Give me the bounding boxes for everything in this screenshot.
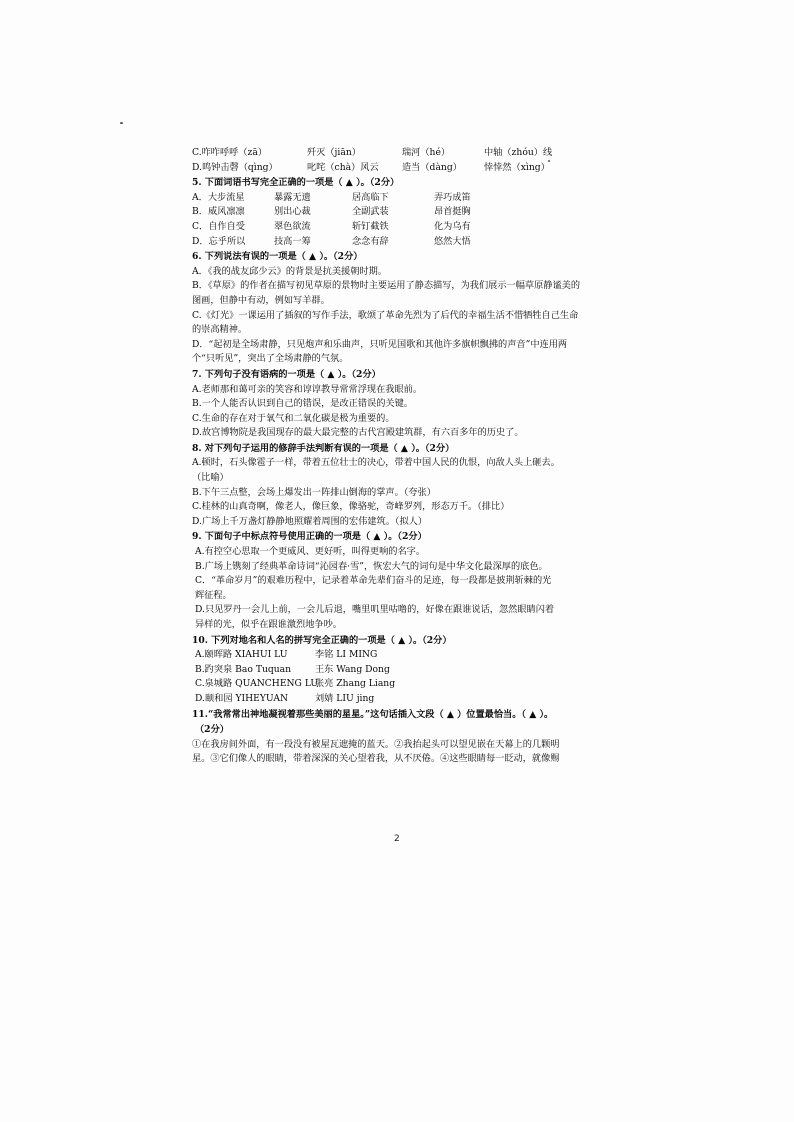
- q5-option-d: [192, 235, 582, 250]
- q6-stem: 6. 下列说法有误的一项是（ ▲ ）。（2分）: [192, 251, 363, 263]
- q7-option-b: B.一个人能否认识到自己的错误，是改正错误的关键。: [192, 398, 413, 410]
- q8-stem: 8. 对下列句子运用的修辞手法判断有误的一项是（ ▲ ）。（2分）: [192, 442, 455, 454]
- q5-d-word-4: 悠然大悟: [434, 235, 471, 247]
- q11-passage-line-1: ①在我房间外面，有一段没有被屋瓦遮掩的蓝天。②我抬起头可以望见嵌在天幕上的几颗明: [192, 738, 560, 750]
- q5-a-word-1: A．大步流星: [192, 191, 245, 203]
- q10-option-b: [192, 663, 582, 678]
- q5-b-word-1: B．威风凛凛: [192, 206, 245, 218]
- q5-d-word-1: D．忘乎所以: [192, 235, 246, 247]
- q4-d-item-1: D.鸣钟击磬（qìng）: [192, 161, 278, 173]
- q5-option-a: [192, 191, 582, 206]
- q9-option-d-cont: 异样的光，似乎在跟谁激烈地争吵。: [195, 619, 342, 630]
- q5-option-b: [192, 205, 582, 220]
- q8-option-a: A.顿时，石头像雹子一样，带着五位壮士的决心，带着中国人民的仇恨，向敌人头上砸去。: [192, 457, 560, 469]
- q10-c-person: 张亮 Zhang Liang: [315, 678, 396, 690]
- q9-stem: 9. 下面句子中标点符号使用正确的一项是（ ▲ ）。（2分）: [192, 531, 427, 543]
- q6-option-a: A．《我的战友邱少云》的背景是抗美援朝时期。: [192, 265, 387, 277]
- page-number: 2: [394, 834, 400, 844]
- q8-option-d: D.广场上千万盏灯静静地照耀着周围的宏伟建筑。（拟人）: [192, 515, 428, 527]
- scan-speck: [548, 160, 550, 162]
- q4-c-item-2: 歼灭（jiān）: [307, 147, 361, 158]
- q10-stem: 10. 下列对地名和人名的拼写完全正确的一项是（ ▲ ）。（2分）: [192, 634, 452, 646]
- q4-c-item-4: 中轴（zhóu）线: [484, 147, 553, 158]
- q5-b-word-4: 昂首挺胸: [434, 206, 471, 218]
- q10-option-a: [192, 648, 582, 663]
- q11-stem: 11.“我常常出神地凝视着那些美丽的星星。”这句话插入文段（ ▲ ）位置最恰当。（ ▲ ）。: [192, 708, 554, 720]
- q4-c-item-1: C.咋咋呼呼（zā）: [192, 147, 268, 158]
- q10-c-place: C.泉城路 QUANCHENG LU: [195, 678, 319, 690]
- q4-option-c: [192, 146, 582, 161]
- q4-option-d: [192, 161, 582, 176]
- q5-b-word-2: 别出心裁: [274, 206, 311, 218]
- q5-d-word-3: 念念有辞: [352, 235, 389, 247]
- scan-speck: [120, 122, 123, 124]
- q9-option-b: B.广场上镌刻了经典革命诗词“沁园春·雪”，恢宏大气的词句是中华文化最深厚的底色。: [195, 560, 548, 572]
- q5-b-word-3: 全副武装: [352, 206, 389, 218]
- q5-c-word-2: 翠色欲流: [274, 220, 311, 232]
- q7-option-a: A.老师那和蔼可亲的笑容和谆谆教导常常浮现在我眼前。: [192, 383, 423, 395]
- q6-option-d: D．“起初是全场肃静，只见炮声和乐曲声，只听见国歌和其他许多旗帜飘拂的声音”中连用两个“只听见”，突出了全场肃静的气氛。: [192, 338, 568, 365]
- q4-d-item-3: 造当（dàng）: [402, 161, 462, 173]
- q10-b-place: B.趵突泉 Bao Tuquan: [195, 663, 292, 675]
- q5-c-word-3: 斩钉截铁: [352, 220, 389, 232]
- q4-d-item-2: 叱咤（chà）风云: [307, 161, 379, 173]
- q8-option-b: B.下午三点整，会场上爆发出一阵排山倒海的掌声。（夸张）: [192, 486, 436, 498]
- q8-option-a-note: （比喻）: [192, 472, 229, 484]
- q5-a-word-4: 弄巧成笛: [434, 191, 471, 203]
- q10-a-person: 李铭 LI MING: [315, 649, 378, 661]
- q7-option-d: D.故宫博物院是我国现存的最大最完整的古代宫殿建筑群，有六百多年的历史了。: [192, 427, 524, 439]
- q11-score: （2分）: [195, 724, 229, 736]
- q6-option-b: B．《草原》的作者在描写初见草原的景物时主要运用了静态描写，为我们展示一幅草原静谧美的图画，但静中有动，例如写羊群。: [192, 280, 581, 306]
- q5-c-word-4: 化为乌有: [434, 220, 471, 232]
- q10-option-d: [192, 692, 582, 707]
- q9-option-c: C．“革命岁月”的艰难历程中，记录着革命先辈们奋斗的足迹，每一段都是披荆斩棘的光: [195, 575, 552, 587]
- q9-option-c-cont: 辉征程。: [195, 589, 232, 601]
- q6-option-c: C.《灯光》一课运用了插叙的写作手法，歌颂了革命先烈为了后代的幸福生活不惜牺牲自己生命的崇高精神。: [192, 309, 579, 336]
- q5-option-c: [192, 220, 582, 235]
- q11-passage-line-2: 星。③它们像人的眼睛，带着深深的关心望着我，从不厌倦。④这些眼睛每一眨动，就像赐: [192, 753, 560, 765]
- q10-d-place: D.颐和园 YIHEYUAN: [195, 692, 289, 704]
- q9-option-d: D.只见罗丹一会儿上前，一会儿后退，嘴里叽里咕噜的，好像在跟谁说话，忽然眼睛闪着: [195, 604, 555, 616]
- exam-content: [192, 146, 582, 767]
- q5-c-word-1: C．自作自受: [192, 220, 245, 232]
- q10-d-person: 刘婧 LIU jing: [315, 692, 375, 704]
- q4-c-item-3: 瑞河（hé）: [402, 147, 451, 158]
- q10-option-c: [192, 677, 582, 692]
- q5-d-word-2: 技高一筹: [274, 235, 311, 247]
- q5-stem: 5. 下面词语书写完全正确的一项是（ ▲ ）。（2分）: [192, 177, 400, 189]
- q10-b-person: 王东 Wang Dong: [315, 663, 390, 675]
- q4-d-item-4: 悻悻然（xìng）: [484, 161, 550, 173]
- q7-option-c: C.生命的存在对于氧气和二氧化碳是极为重要的。: [192, 412, 395, 424]
- q8-option-c: C.桂林的山真奇啊，像老人，像巨象，像骆驼，奇峰罗列，形态万千。（排比）: [192, 501, 510, 513]
- q9-option-a: A.有控空心思取一个更威风、更好听，叫得更响的名字。: [195, 546, 426, 558]
- q7-stem: 7. 下列句子没有语病的一项是（ ▲ ）。（2分）: [192, 368, 381, 380]
- q5-a-word-2: 暴露无遗: [274, 191, 311, 203]
- q10-a-place: A.颐晖路 XIAHUI LU: [195, 649, 288, 661]
- q5-a-word-3: 居高临下: [352, 191, 389, 203]
